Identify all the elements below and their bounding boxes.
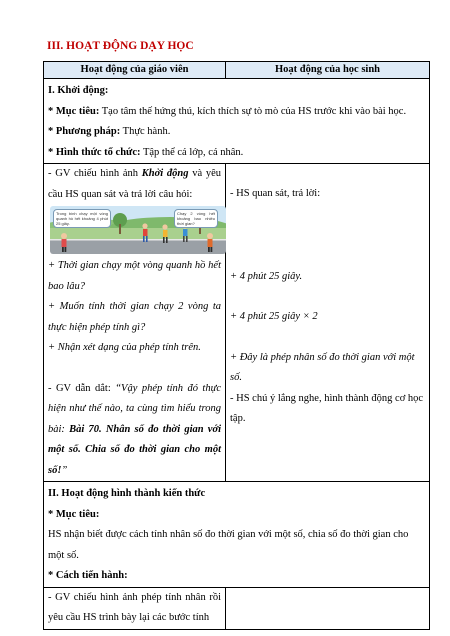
lesson-title: Bài 70. Nhân số đo thời gian với một số. Chia số đo thời gian cho một số! (48, 423, 221, 476)
teacher-activity-cell-2: - GV chiếu hình ảnh phép tính nhân rồi yêu cầu HS trình bày lại các bước tính (44, 587, 226, 629)
warmup-goal (48, 102, 425, 123)
student-column-header: Hoạt động của học sinh (226, 62, 430, 79)
warmup-form-text: Tập thể cá lớp, cá nhân. (140, 146, 244, 158)
question-1: + Thời gian chạy một vòng quanh hồ hết bao lâu? (48, 260, 221, 292)
warmup-form (48, 143, 425, 164)
warmup-method-label: * Phương pháp: (48, 126, 121, 137)
student-listen: - HS chú ý lắng nghe, hình thành động cơ học tập. (230, 392, 424, 424)
warmup-activity-row (44, 164, 430, 482)
teacher-intro (48, 164, 221, 205)
knowledge-title: II. Hoạt động hình thành kiến thức (48, 488, 206, 499)
question-2: + Muốn tính thời gian chạy 2 vòng ta thực hiện phép tính gì? (48, 301, 221, 333)
student-answer-2: + 4 phút 25 giây × 2 (230, 311, 318, 322)
speech-bubble-right: Chạy 2 vòng hết khoảng bao nhiêu thời gian? (174, 209, 218, 228)
teacher-lead (48, 379, 221, 482)
knowledge-section-row (44, 482, 430, 588)
section-heading: III. HOẠT ĐỘNG DẠY HỌC (47, 40, 194, 52)
knowledge-activity-row (44, 587, 430, 629)
question-3: + Nhận xét dạng của phép tính trên. (48, 342, 201, 353)
teacher-lead-label: - GV dẫn dắt: (48, 382, 116, 394)
teacher-lead-quote-end: ” (61, 464, 68, 476)
speech-bubble-left: Trong bình chạy một vòng quanh hồ hết khoảng 4 phút 25 giây. (53, 209, 111, 228)
teacher-activity-cell (44, 164, 226, 482)
warmup-goal-text: Tạo tâm thế hứng thú, kích thích sự tò mò của HS trước khi vào bài học. (99, 105, 407, 117)
teacher-lead-quote: “Vậy phép tính đó thực hiện như thế nào, ta cùng tìm hiểu trong bài: (48, 382, 221, 435)
knowledge-section-cell (44, 482, 430, 588)
teacher-intro-text: - GV chiếu hình ảnh (48, 168, 142, 179)
warmup-method (48, 122, 425, 143)
knowledge-steps-label: * Cách tiến hành: (48, 570, 128, 581)
warmup-section-row (44, 79, 430, 164)
student-observe: - HS quan sát, trả lời: (230, 188, 321, 199)
teacher-intro-highlight: Khởi động (141, 168, 189, 179)
warmup-method-text: Thực hành. (120, 126, 171, 137)
knowledge-goal-label: * Mục tiêu: (48, 508, 100, 520)
warmup-illustration (50, 206, 226, 254)
student-answer-1: + 4 phút 25 giây. (230, 270, 303, 282)
warmup-title: I. Khởi động: (48, 85, 109, 96)
student-activity-cell-2 (226, 587, 430, 629)
warmup-goal-label: * Mục tiêu: (48, 105, 100, 117)
knowledge-goal-text: HS nhận biết được cách tính nhân số đo thời gian với một số, chia số đo thời gian cho một số. (48, 529, 409, 561)
lesson-table (43, 61, 430, 630)
teacher-column-header: Hoạt động của giáo viên (44, 62, 226, 79)
warmup-section-cell (44, 79, 430, 164)
table-header-row (44, 62, 430, 79)
teacher-intro-text-end: và yêu cầu HS quan sát và trả lời câu hỏi: (48, 168, 222, 200)
student-activity-cell (226, 164, 430, 482)
student-answer-3: + Đây là phép nhân số đo thời gian với một số. (230, 351, 415, 383)
warmup-form-label: * Hình thức tổ chức: (48, 146, 141, 158)
